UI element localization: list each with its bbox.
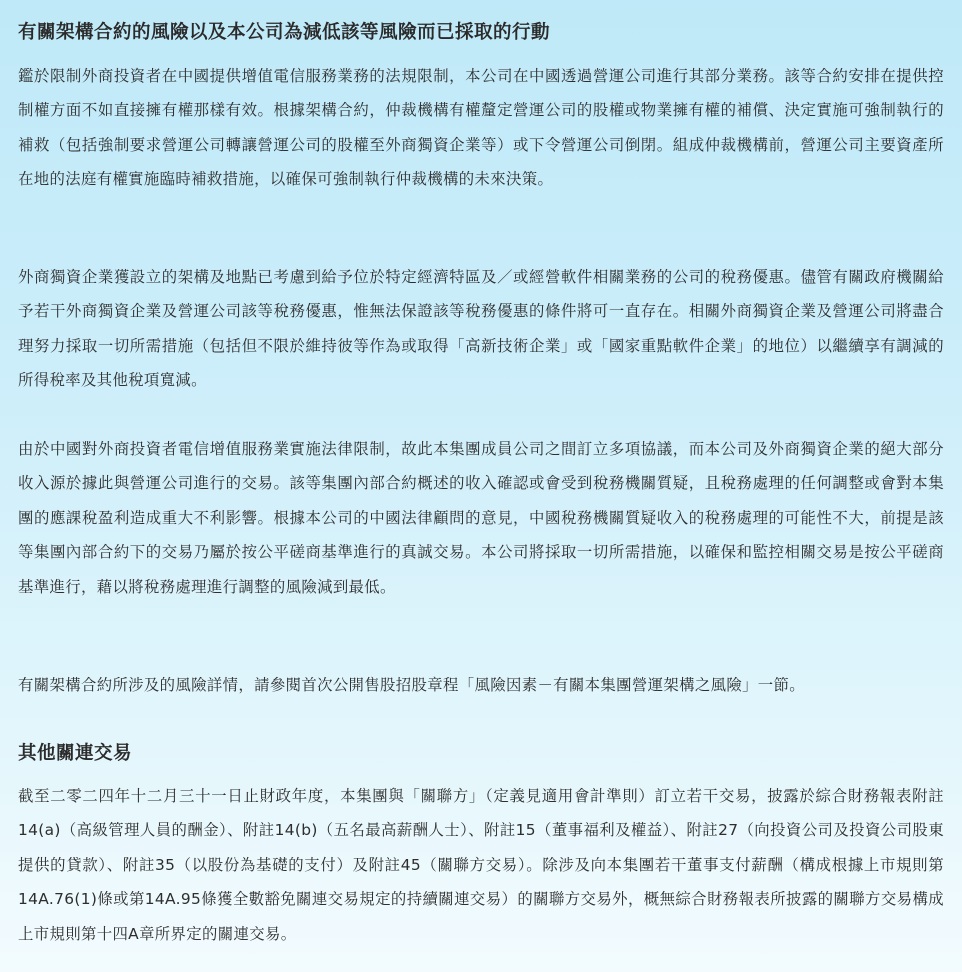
paragraph-tax-preferences: 外商獨資企業獲設立的架構及地點已考慮到給予位於特定經濟特區及／或經營軟件相關業務的公司的稅務優惠。儘管有關政府機關給予若干外商獨資企業及營運公司該等稅務優惠，惟無法保證該等稅務優惠的條件將可一直存在。相關外商獨資企業及營運公司將盡合理努力採取一切所需措施（包括但不限於維持彼等作為或取得「高新技術企業」或「國家重點軟件企業」的地位）以繼續享有調減的所得稅率及其他稅項寬減。 [18, 268, 944, 390]
section-heading-other-connected-transactions: 其他關連交易 [18, 743, 133, 764]
section-heading-structured-contracts-risk: 有關架構合約的風險以及本公司為減低該等風險而已採取的行動 [18, 22, 551, 43]
paragraph-contractual-arrangements: 鑑於限制外商投資者在中國提供增值電信服務業務的法規限制，本公司在中國透過營運公司進行其部分業務。該等合約安排在提供控制權方面不如直接擁有權那樣有效。根據架構合約，仲裁機構有權釐定營運公司的股權或物業擁有權的補償、決定實施可強制執行的補救（包括強制要求營運公司轉讓營運公司的股權至外商獨資企業等）或下令營運公司倒閉。組成仲裁機構前，營運公司主要資產所在地的法庭有權實施臨時補救措施，以確保可強制執行仲裁機構的未來決策。 [18, 67, 944, 189]
paragraph-intra-group-contracts: 由於中國對外商投資者電信增值服務業實施法律限制，故此本集團成員公司之間訂立多項協議，而本公司及外商獨資企業的絕大部分收入源於據此與營運公司進行的交易。該等集團內部合約概述的收入確認或會受到稅務機關質疑，且稅務處理的任何調整或會對本集團的應課稅盈利造成重大不利影響。根據本公司的中國法律顧問的意見，中國稅務機關質疑收入的稅務處理的可能性不大，前提是該等集團內部合約下的交易乃屬於按公平磋商基準進行的真誠交易。本公司將採取一切所需措施，以確保和監控相關交易是按公平磋商基準進行，藉以將稅務處理進行調整的風險減到最低。 [18, 440, 944, 596]
paragraph-related-party-transactions: 截至二零二四年十二月三十一日止財政年度，本集團與「關聯方」（定義見適用會計準則）訂立若干交易，披露於綜合財務報表附註14(a)（高級管理人員的酬金）、附註14(b)（五名最高薪酬人士）、附註15（董事福利及權益）、附註27（向投資公司及投資公司股東提供的貸款）、附註35（以股份為基礎的支付）及附註45（關聯方交易）。除涉及向本集團若干董事支付薪酬（構成根據上市規則第14A.76(1)條或第14A.95條獲全數豁免關連交易規定的持續關連交易）的關聯方交易外，概無綜合財務報表所披露的關聯方交易構成上市規則第十四A章所界定的關連交易。 [18, 787, 944, 943]
paragraph-prospectus-reference: 有關架構合約所涉及的風險詳情，請參閱首次公開售股招股章程「風險因素－有關本集團營運架構之風險」一節。 [18, 676, 806, 694]
